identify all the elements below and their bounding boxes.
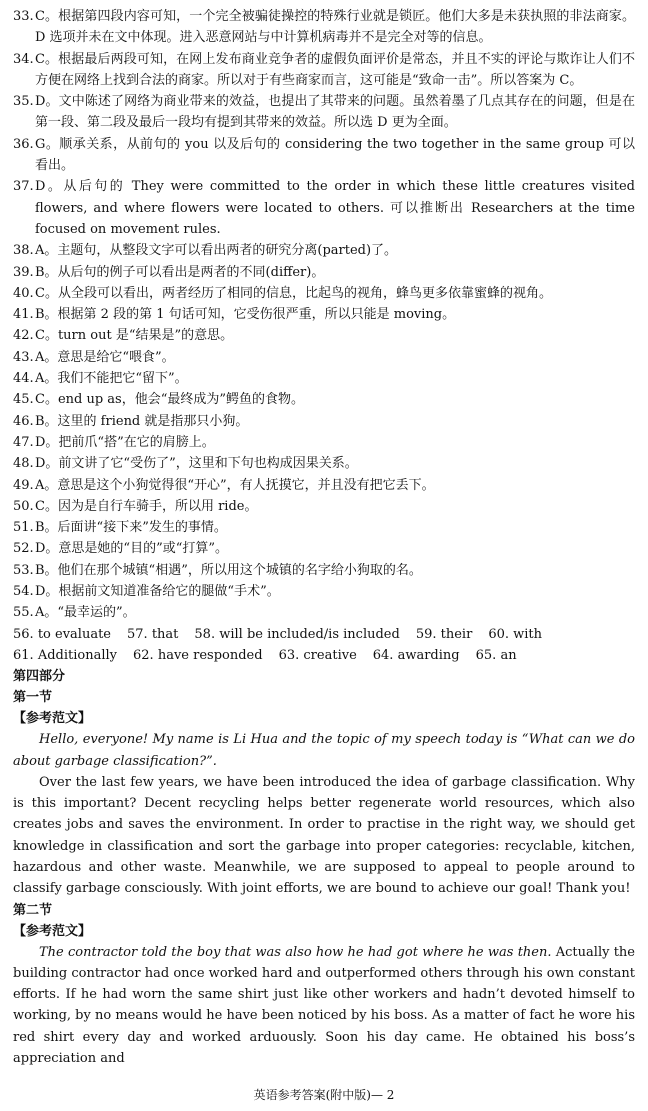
sample-essay-1 — [13, 729, 635, 899]
essay-continuation: Actually the building contractor had once worked hard and outperformed others through his own constant efforts. If he had worn the same shirt just like other workers and hadn’t devoted himself to working, by no means would he have been noticed by his boss. As a matter of fact he wore his red shirt every day and worked arduously. Soon his day came. He obtained his boss’s appreciation and — [13, 944, 635, 1067]
answer-item: 40. C。从全段可以看出，两者经历了相同的信息，比起鸟的视角，蜂鸟更多依靠蜜蜂的视角。 — [13, 285, 552, 301]
answer-item: 55. A。“最幸运的”。 — [13, 605, 136, 621]
sample-essay-label: 【参考范文】 — [13, 711, 92, 727]
answer-item: 43. A。意思是给它“喂食”。 — [13, 349, 175, 365]
answer-item: 38. A。主题句，从整段文字可以看出两者的研究分离(parted)了。 — [13, 243, 398, 259]
answer-item: 44. A。我们不能把它“留下”。 — [13, 371, 188, 387]
answer-item: 53. B。他们在那个城镇“相遇”，所以用这个城镇的名字给小狗取的名。 — [13, 562, 422, 578]
answer-item: 50. C。因为是自行车骑手，所以用 ride。 — [13, 498, 258, 514]
fill-answer: 64. awarding — [372, 647, 460, 663]
section-title: 第二节 — [13, 902, 53, 918]
answer-item: 34. C。根据最后两段可知，在网上发布商业竞争者的虚假负面评价是常态，并且不实的评论与欺诈让人们不方便在网络上找到合法的商家。所以对于有些商家而言，这可能是“致命一击”。所以答案为 C。 — [13, 51, 635, 88]
fill-answer: 65. an — [475, 647, 517, 663]
section-title: 第一节 — [13, 690, 53, 706]
answer-item: 36. G。顺承关系，从前句的 you 以及后句的 considering the two together in the same group 可以看出。 — [13, 136, 635, 174]
answer-item: 41. B。根据第 2 段的第 1 句话可知，它受伤很严重，所以只能是 moving。 — [13, 307, 456, 323]
fill-answer: 58. will be included/is included — [194, 626, 400, 642]
answer-item: 35. D。文中陈述了网络为商业带来的效益，也提出了其带来的问题。虽然着墨了几点其存在的问题，但是在第一段、第二段及最后一段均有提到其带来的效益。所以选 D 更为全面。 — [13, 94, 635, 131]
answer-item: 49. A。意思是这个小狗觉得很“开心”，有人抚摸它，并且没有把它丢下。 — [13, 477, 435, 493]
answer-item: 48. D。前文讲了它“受伤了”，这里和下句也构成因果关系。 — [13, 456, 358, 472]
answer-item: 46. B。这里的 friend 就是指那只小狗。 — [13, 413, 249, 429]
fill-answer: 61. Additionally — [13, 647, 118, 663]
sample-essay-2 — [13, 942, 635, 1070]
essay-paragraph: Over the last few years, we have been introduced the idea of garbage classification. Why is this important? Decent recycling helps better regenerate world resources, which also creates jobs and saves the environment. In order to practise in the right way, we should get knowledge in classification and sort the garbage into proper categories: recyclable, kitchen, hazardous and other waste. Meanwhile, we are supposed to appeal to people around to classify garbage consciously. With joint efforts, we are bound to achieve our goal! Thank you! — [13, 774, 635, 897]
fill-answer: 60. with — [488, 626, 543, 642]
essay-paragraph: Hello, everyone! My name is Li Hua and the topic of my speech today is “What can we do about garbage classification?”. — [13, 732, 635, 769]
part-title: 第四部分 — [13, 669, 66, 685]
fill-answer: 57. that — [127, 626, 179, 642]
given-first-sentence: The contractor told the boy that was also how he had got where he was then. — [39, 944, 552, 960]
answer-item: 45. C。end up as，他会“最终成为”鳄鱼的食物。 — [13, 392, 305, 408]
answer-item: 39. B。从后句的例子可以看出是两者的不同(differ)。 — [13, 264, 325, 280]
fill-answer: 62. have responded — [133, 647, 263, 663]
essay-paragraph — [13, 942, 635, 1070]
fill-answer: 56. to evaluate — [13, 626, 111, 642]
sample-essay-label: 【参考范文】 — [13, 923, 92, 939]
fill-answer: 59. their — [415, 626, 473, 642]
answer-item: 37. D。从后句的 They were committed to the order in which these little creatures visited flowers, and where flowers were located to others. 可以推断出 Researchers at the time focused on movement rules. — [13, 179, 635, 237]
answer-list — [13, 6, 635, 624]
grammar-fill-answers-line — [13, 645, 635, 666]
page-footer: 英语参考答案(附中版)— 2 — [253, 1088, 395, 1102]
answer-item: 42. C。turn out 是“结果是”的意思。 — [13, 328, 234, 344]
fill-answer: 63. creative — [278, 647, 357, 663]
answer-item: 47. D。把前爪“搭”在它的肩膀上。 — [13, 434, 215, 450]
answer-item: 33. C。根据第四段内容可知，一个完全被骗徒操控的特殊行业就是锁匠。他们大多是未获执照的非法商家。D 选项并未在文中体现。进入恶意网站与中计算机病毒并不是完全对等的信息。 — [13, 9, 635, 46]
answer-item: 52. D。意思是她的“目的”或“打算”。 — [13, 541, 229, 557]
answer-item: 54. D。根据前文知道准备给它的腿做“手术”。 — [13, 584, 280, 600]
grammar-fill-answers-line — [13, 624, 635, 645]
answer-item: 51. B。后面讲“接下来”发生的事情。 — [13, 520, 227, 536]
